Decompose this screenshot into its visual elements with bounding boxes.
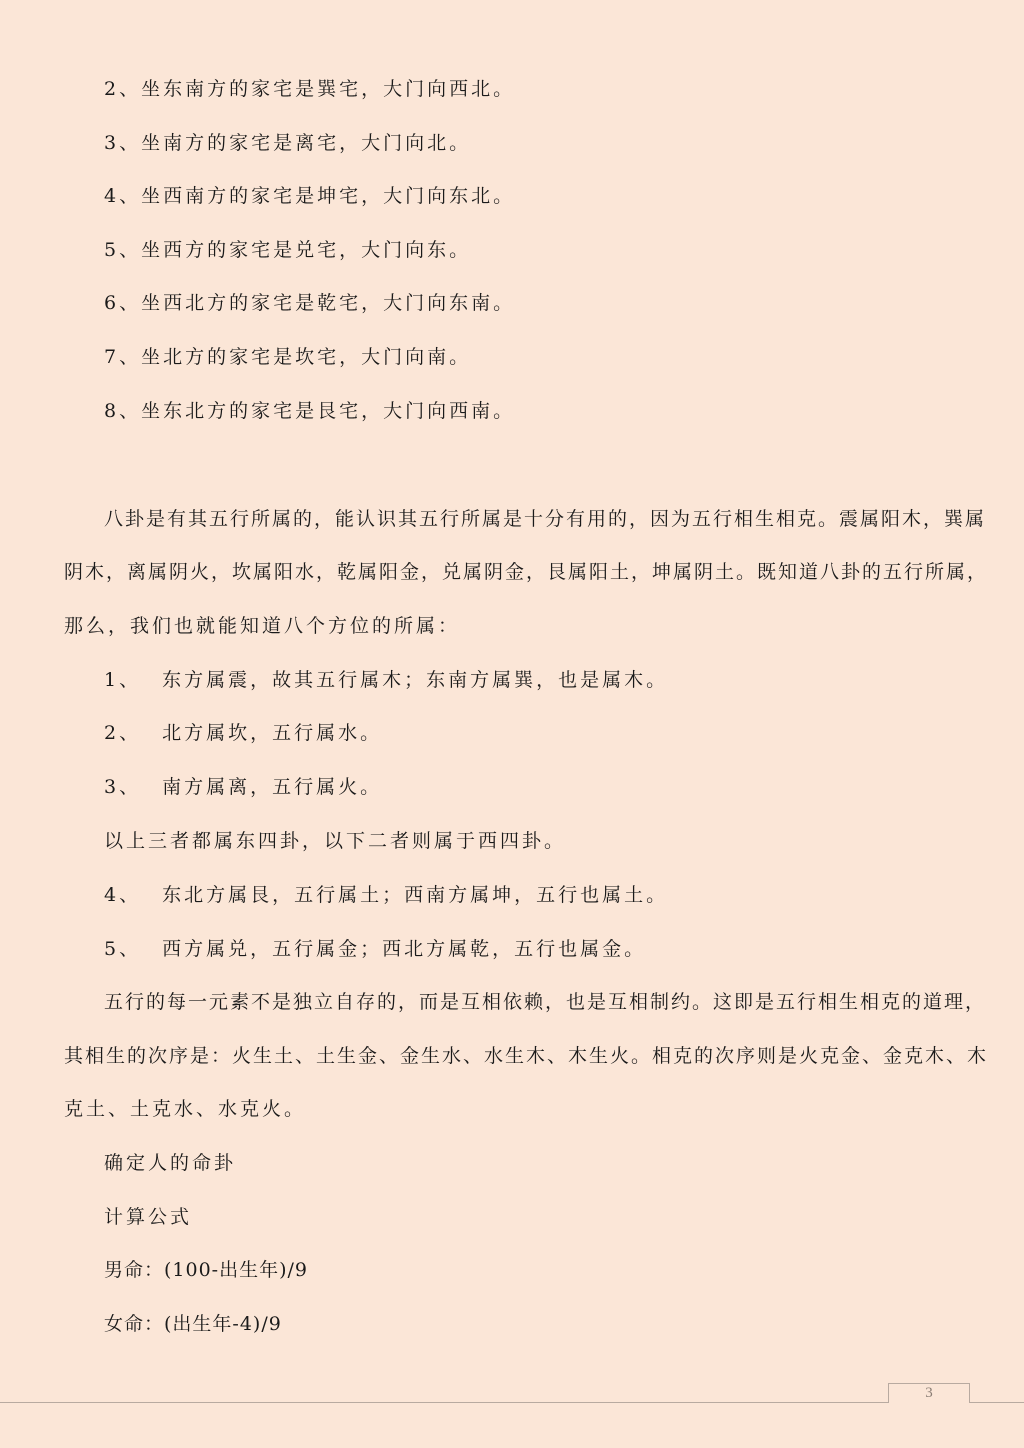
list-item <box>104 937 646 961</box>
list-text: 东北方属艮，五行属土；西南方属坤，五行也属土。 <box>162 884 669 906</box>
paragraph-line: 八卦是有其五行所属的，能认识其五行所属是十分有用的，因为五行相生相克。震属阳木，巽属 <box>104 508 987 530</box>
list-number: 2、 <box>104 722 142 744</box>
list-number: 5、 <box>104 938 142 960</box>
list-number: 4、 <box>104 884 142 906</box>
list-text: 南方属离，五行属火。 <box>162 776 383 798</box>
formula-female: 女命：(出生年-4)/9 <box>104 1313 282 1335</box>
list-item: 7、坐北方的家宅是坎宅，大门向南。 <box>104 346 472 368</box>
note-line: 以上三者都属东四卦，以下二者则属于西四卦。 <box>104 830 567 852</box>
paragraph-line: 五行的每一元素不是独立自存的，而是互相依赖，也是互相制约。这即是五行相生相克的道理， <box>104 991 987 1013</box>
page-number: 3 <box>925 1385 933 1401</box>
list-text: 北方属坎，五行属水。 <box>162 722 383 744</box>
list-item: 6、坐西北方的家宅是乾宅，大门向东南。 <box>104 292 516 314</box>
list-item: 5、坐西方的家宅是兑宅，大门向东。 <box>104 239 472 261</box>
paragraph-line: 克土、土克水、水克火。 <box>64 1098 307 1120</box>
list-item <box>104 775 382 799</box>
list-item <box>104 883 668 907</box>
list-number: 1、 <box>104 669 142 691</box>
list-item <box>104 721 382 745</box>
list-item: 2、坐东南方的家宅是巽宅，大门向西北。 <box>104 78 516 100</box>
footer-divider <box>0 1402 1024 1403</box>
list-item: 4、坐西南方的家宅是坤宅，大门向东北。 <box>104 185 516 207</box>
list-item <box>104 668 668 692</box>
formula-title: 计算公式 <box>104 1206 193 1228</box>
list-text: 东方属震，故其五行属木；东南方属巽，也是属木。 <box>162 669 669 691</box>
list-text: 西方属兑，五行属金；西北方属乾，五行也属金。 <box>162 938 647 960</box>
list-item: 3、坐南方的家宅是离宅，大门向北。 <box>104 132 472 154</box>
paragraph-line: 阴木，离属阴火，坎属阳水，乾属阳金，兑属阴金，艮属阳土，坤属阴土。既知道八卦的五行所属， <box>64 561 989 583</box>
section-title: 确定人的命卦 <box>104 1152 237 1174</box>
paragraph-line: 那么，我们也就能知道八个方位的所属： <box>64 615 461 637</box>
formula-male: 男命：(100-出生年)/9 <box>104 1259 309 1281</box>
paragraph-line: 其相生的次序是：火生土、土生金、金生水、水生木、木生火。相克的次序则是火克金、金克木、木 <box>64 1045 989 1067</box>
list-number: 3、 <box>104 776 142 798</box>
list-item: 8、坐东北方的家宅是艮宅，大门向西南。 <box>104 400 516 422</box>
